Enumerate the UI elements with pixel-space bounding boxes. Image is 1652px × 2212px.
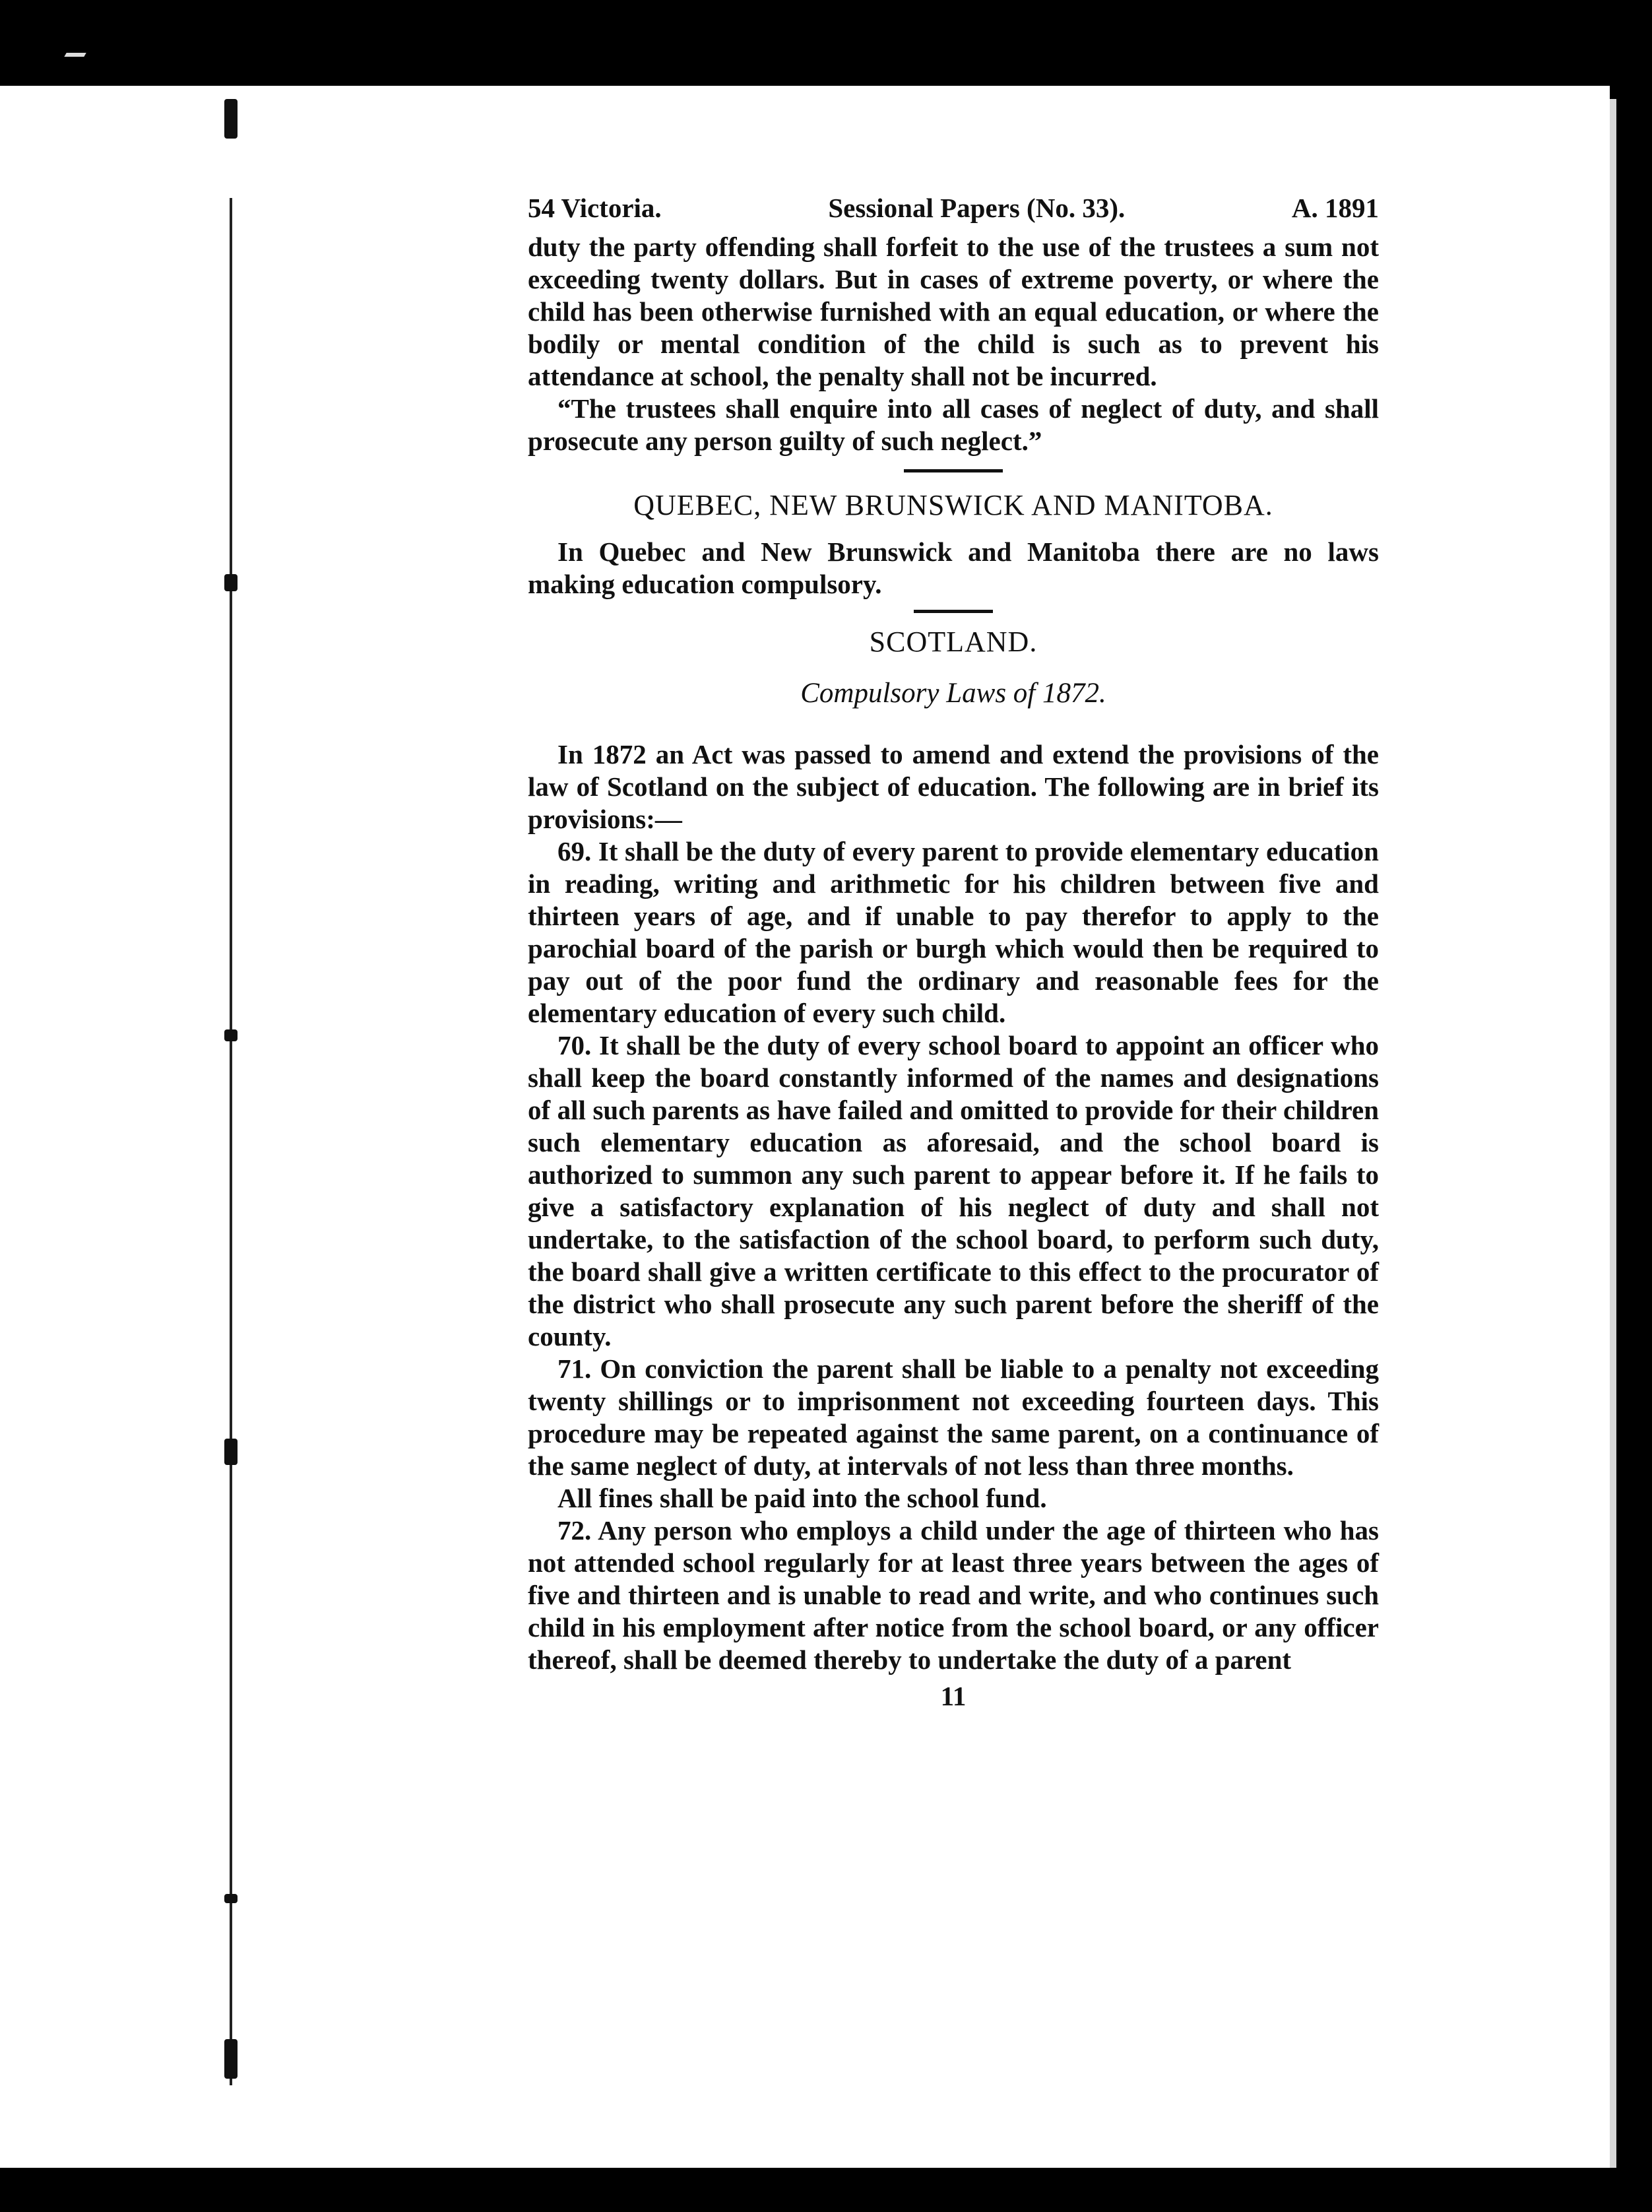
paragraph-section-72: 72. Any person who employs a child under the age of thirteen who has not attended school regularly for at least three years between the ages of five and thirteen and is unable to read and write, and who continues such child in his employment after notice from the school board, or any officer thereof, shall be deemed thereby to undertake the duty of a parent: [528, 1515, 1379, 1675]
binding-knot: [224, 1894, 238, 1903]
paragraph-section-71: 71. On conviction the parent shall be liable to a penalty not exceeding twenty shillings or to imprisonment not exceeding fourteen days. This procedure may be repeated against the same parent, on a continuance of the same neglect of duty, at intervals of not less than three months.: [528, 1353, 1379, 1481]
page-edge-shadow: [1610, 99, 1616, 2168]
paragraph-fines: All fines shall be paid into the school fund.: [557, 1483, 1047, 1513]
scan-artifact-mark: [59, 53, 86, 66]
text-column: [528, 185, 1379, 1712]
binding-knot: [224, 574, 238, 591]
paragraph-trustees-quote: “The trustees shall enquire into all cases of neglect of duty, and shall prosecute any person guilty of such neglect.”: [528, 393, 1379, 456]
binding-thread-line: [230, 198, 232, 2085]
section-divider: [914, 610, 993, 613]
section-heading-quebec: QUEBEC, NEW BRUNSWICK AND MANITOBA.: [633, 489, 1273, 521]
paragraph-quebec: In Quebec and New Brunswick and Manitoba there are no laws making education compulsory.: [528, 537, 1379, 599]
section-subheading: Compulsory Laws of 1872.: [800, 678, 1106, 709]
running-head-left: 54 Victoria.: [528, 193, 662, 223]
binding-knot: [224, 1029, 238, 1041]
paragraph-continued: duty the party offending shall forfeit to the use of the trustees a sum not exceeding twenty dollars. But in cases of extreme poverty, or where the child has been otherwise furnished with an equal education, or where the bodily or mental condition of the child is such as to prevent his attendance at school, the penalty shall not be incurred.: [528, 232, 1379, 391]
paragraph-section-70: 70. It shall be the duty of every school board to appoint an officer who shall keep the board constantly informed of the names and designations of all such parents as have failed and omitted to provide for their children such elementary education as aforesaid, and the school board is authorized to summon any such parent to appear before it. If he fails to give a satisfactory explanation of his neglect of duty and shall not undertake, to the satisfaction of the school board, to perform such duty, the board shall give a written certificate to this effect to the procurator of the district who shall prosecute any such parent before the sheriff of the county.: [528, 1030, 1379, 1351]
binding-knot-bottom: [224, 2039, 238, 2079]
running-head-center: Sessional Papers (No. 33).: [828, 193, 1126, 223]
binding-knot-top: [224, 99, 238, 139]
running-head-right: A. 1891: [1291, 193, 1379, 223]
binding-knot: [224, 1439, 238, 1465]
section-heading-scotland: SCOTLAND.: [869, 626, 1038, 658]
running-head: [528, 185, 1379, 231]
paragraph-section-69: 69. It shall be the duty of every parent to provide elementary education in reading, writing and arithmetic for his children between five and thirteen years of age, and if unable to pay therefor to apply to the parochial board of the parish or burgh which would then be required to pay out of the poor fund the ordinary and reasonable fees for the elementary education of every such child.: [528, 836, 1379, 1028]
binding-thread: [218, 86, 244, 2168]
section-divider: [904, 469, 1003, 472]
page-number: 11: [940, 1681, 967, 1711]
paragraph-act-1872: In 1872 an Act was passed to amend and extend the provisions of the law of Scotland on the subject of education. The following are in brief its provisions:—: [528, 739, 1379, 834]
